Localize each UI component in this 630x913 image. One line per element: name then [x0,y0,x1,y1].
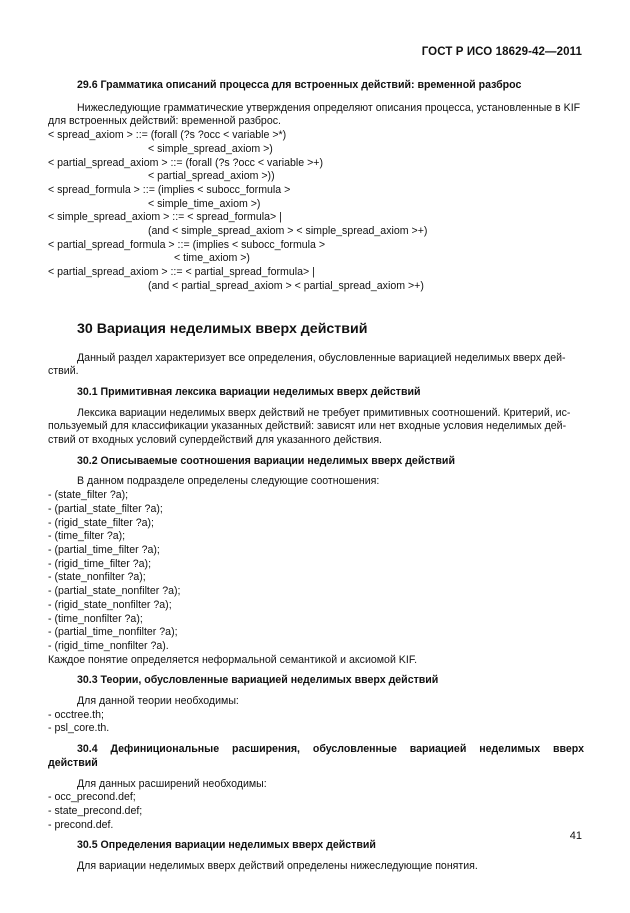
grammar-line: < partial_spread_axiom > ::= (forall (?s ?occ < variable >+) [48,156,323,169]
section-30-intro-line-1: Данный раздел характеризует все определения, обусловленные вариацией неделимых вверх дей- [77,351,566,364]
extension-list-item: - precond.def. [48,818,114,831]
page-content [48,79,584,874]
section-29-6-intro-line-1: Нижеследующие грамматические утверждения определяют описания процесса, установленные в KIF [77,101,581,114]
section-30-intro-line-2: ствий. [48,365,79,378]
section-30-3-intro: Для данной теории необходимы: [77,695,239,708]
relation-list-item: - (rigid_state_filter ?a); [48,516,154,529]
relation-list-item: - (time_filter ?a); [48,530,126,543]
grammar-line: < simple_spread_axiom >) [148,142,273,155]
grammar-line: (and < simple_spread_axiom > < simple_spread_axiom >+) [148,225,428,238]
section-30-2-intro: В данном подразделе определены следующие соотношения: [77,475,380,488]
section-29-6-heading: 29.6 Грамматика описаний процесса для встроенных действий: временной разброс [77,79,522,91]
section-30-5-heading: 30.5 Определения вариации неделимых вверх действий [77,839,376,852]
section-30-3-heading: 30.3 Теории, обусловленные вариацией неделимых вверх действий [77,674,439,687]
relation-list-item: - (partial_time_nonfilter ?a); [48,626,178,639]
section-30-1-line-2: пользуемый для классификации указанных действий: зависят или нет входные условия неделимых дей- [48,420,567,433]
grammar-line: < spread_formula > ::= (implies < subocc_formula > [48,183,291,196]
grammar-line: (and < partial_spread_axiom > < partial_spread_axiom >+) [148,279,424,292]
relation-list-item: - (partial_time_filter ?a); [48,543,160,556]
relation-list-item: - (state_filter ?a); [48,489,129,502]
section-30-2-heading: 30.2 Описываемые соотношения вариации неделимых вверх действий [77,454,455,467]
relation-list-item: - (rigid_time_nonfilter ?a). [48,639,169,652]
grammar-line: < simple_spread_axiom > ::= < spread_formula> | [48,211,282,224]
section-30-4-heading-line-2: действий [48,756,98,769]
grammar-line: < partial_spread_formula > ::= (implies < subocc_formula > [48,238,326,251]
section-30-5-text: Для вариации неделимых вверх действий определены нижеследующие понятия. [77,860,478,873]
section-30-1-line-3: ствий от входных условий супердействий для указанного действия. [48,434,383,447]
section-30-heading: 30 Вариация неделимых вверх действий [77,320,368,337]
relation-list-item: - (partial_state_filter ?a); [48,502,163,515]
grammar-line: < time_axiom >) [174,252,250,265]
section-30-2-outro: Каждое понятие определяется неформальной семантикой и аксиомой KIF. [48,653,418,666]
section-30-4-intro: Для данных расширений необходимы: [77,777,267,790]
relation-list-item: - (rigid_state_nonfilter ?a); [48,598,172,611]
relation-list-item: - (rigid_time_filter ?a); [48,557,152,570]
theory-list-item: - psl_core.th. [48,722,110,735]
theory-list-item: - occtree.th; [48,708,104,721]
section-30-4-heading-line-1: 30.4 Дефинициональные расширения, обусловленные вариацией неделимых вверх [77,743,584,756]
page-number: 41 [569,830,582,842]
document-header: ГОСТ Р ИСО 18629-42—2011 [421,46,582,58]
grammar-line: < spread_axiom > ::= (forall (?s ?occ < variable >*) [48,129,287,142]
relation-list-item: - (state_nonfilter ?a); [48,571,146,584]
section-30-1-line-1: Лексика вариации неделимых вверх действий не требует примитивных соотношений. Критерий, ис- [77,406,571,419]
extension-list-item: - state_precond.def; [48,804,143,817]
grammar-line: < partial_spread_axiom > ::= < partial_spread_formula> | [48,266,315,279]
relation-list-item: - (partial_state_nonfilter ?a); [48,585,181,598]
grammar-line: < simple_time_axiom >) [148,197,261,210]
section-30-1-heading: 30.1 Примитивная лексика вариации неделимых вверх действий [77,385,421,398]
section-29-6-intro-line-2: для встроенных действий: временной разброс. [48,115,281,128]
grammar-line: < partial_spread_axiom >)) [148,170,275,183]
relation-list-item: - (time_nonfilter ?a); [48,612,143,625]
extension-list-item: - occ_precond.def; [48,791,136,804]
